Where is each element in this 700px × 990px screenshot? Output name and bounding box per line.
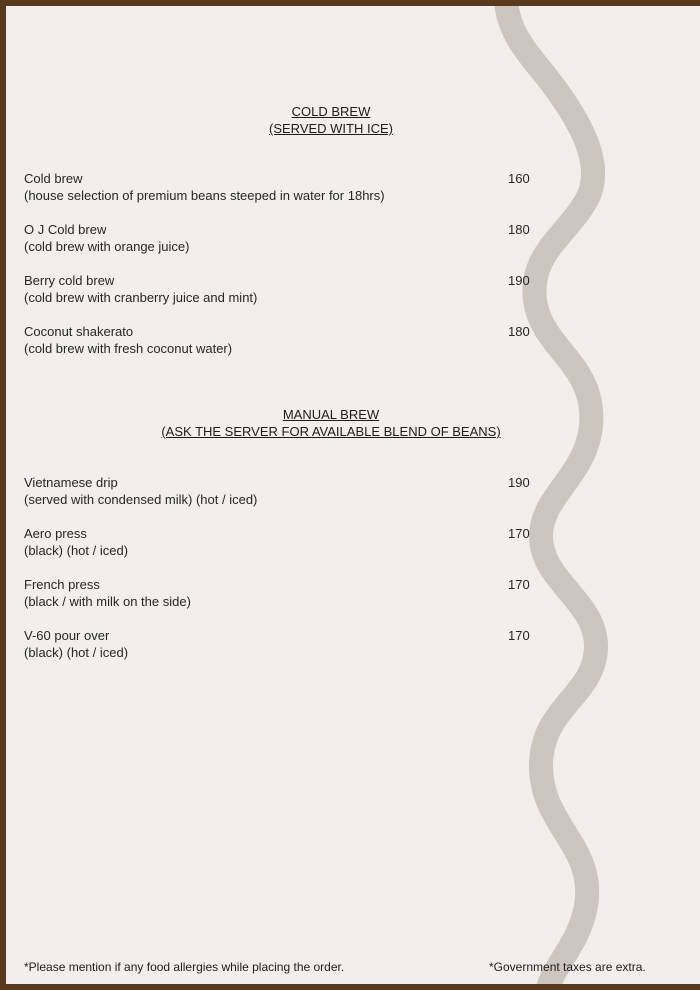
item-description: (house selection of premium beans steeped in water for 18hrs)	[24, 188, 385, 203]
item-description: (black / with milk on the side)	[24, 594, 191, 609]
tax-note: *Government taxes are extra.	[489, 960, 646, 974]
menu-item	[24, 525, 544, 559]
item-name: V-60 pour over	[24, 628, 110, 643]
menu-item	[24, 170, 544, 204]
item-name: Cold brew	[24, 171, 83, 186]
item-name: Aero press	[24, 526, 87, 541]
item-description: (served with condensed milk) (hot / iced)	[24, 492, 258, 507]
menu-item	[24, 474, 544, 508]
item-price: 190	[508, 273, 530, 288]
item-description: (cold brew with orange juice)	[24, 239, 190, 254]
item-description: (cold brew with fresh coconut water)	[24, 341, 233, 356]
item-name: Berry cold brew	[24, 273, 115, 288]
menu-page	[6, 6, 700, 984]
item-price: 160	[508, 171, 530, 186]
section-subtitle-manual-brew: (ASK THE SERVER FOR AVAILABLE BLEND OF BEANS)	[161, 424, 501, 439]
item-price: 180	[508, 324, 530, 339]
section-title-cold-brew: COLD BREW	[291, 104, 371, 119]
item-name: O J Cold brew	[24, 222, 107, 237]
item-price: 180	[508, 222, 530, 237]
menu-item	[24, 221, 544, 255]
item-price: 190	[508, 475, 530, 490]
item-description: (black) (hot / iced)	[24, 645, 129, 660]
menu-item	[24, 576, 544, 610]
item-name: Vietnamese drip	[24, 475, 118, 490]
item-description: (black) (hot / iced)	[24, 543, 129, 558]
section-subtitle-cold-brew: (SERVED WITH ICE)	[269, 121, 393, 136]
item-name: French press	[24, 577, 100, 592]
item-price: 170	[508, 628, 530, 643]
menu-item	[24, 323, 544, 357]
menu-item	[24, 272, 544, 306]
item-name: Coconut shakerato	[24, 324, 134, 339]
menu-item	[24, 627, 544, 661]
item-price: 170	[508, 526, 530, 541]
section-title-manual-brew: MANUAL BREW	[282, 407, 380, 422]
item-price: 170	[508, 577, 530, 592]
item-description: (cold brew with cranberry juice and mint)	[24, 290, 258, 305]
allergy-note: *Please mention if any food allergies while placing the order.	[24, 960, 345, 974]
